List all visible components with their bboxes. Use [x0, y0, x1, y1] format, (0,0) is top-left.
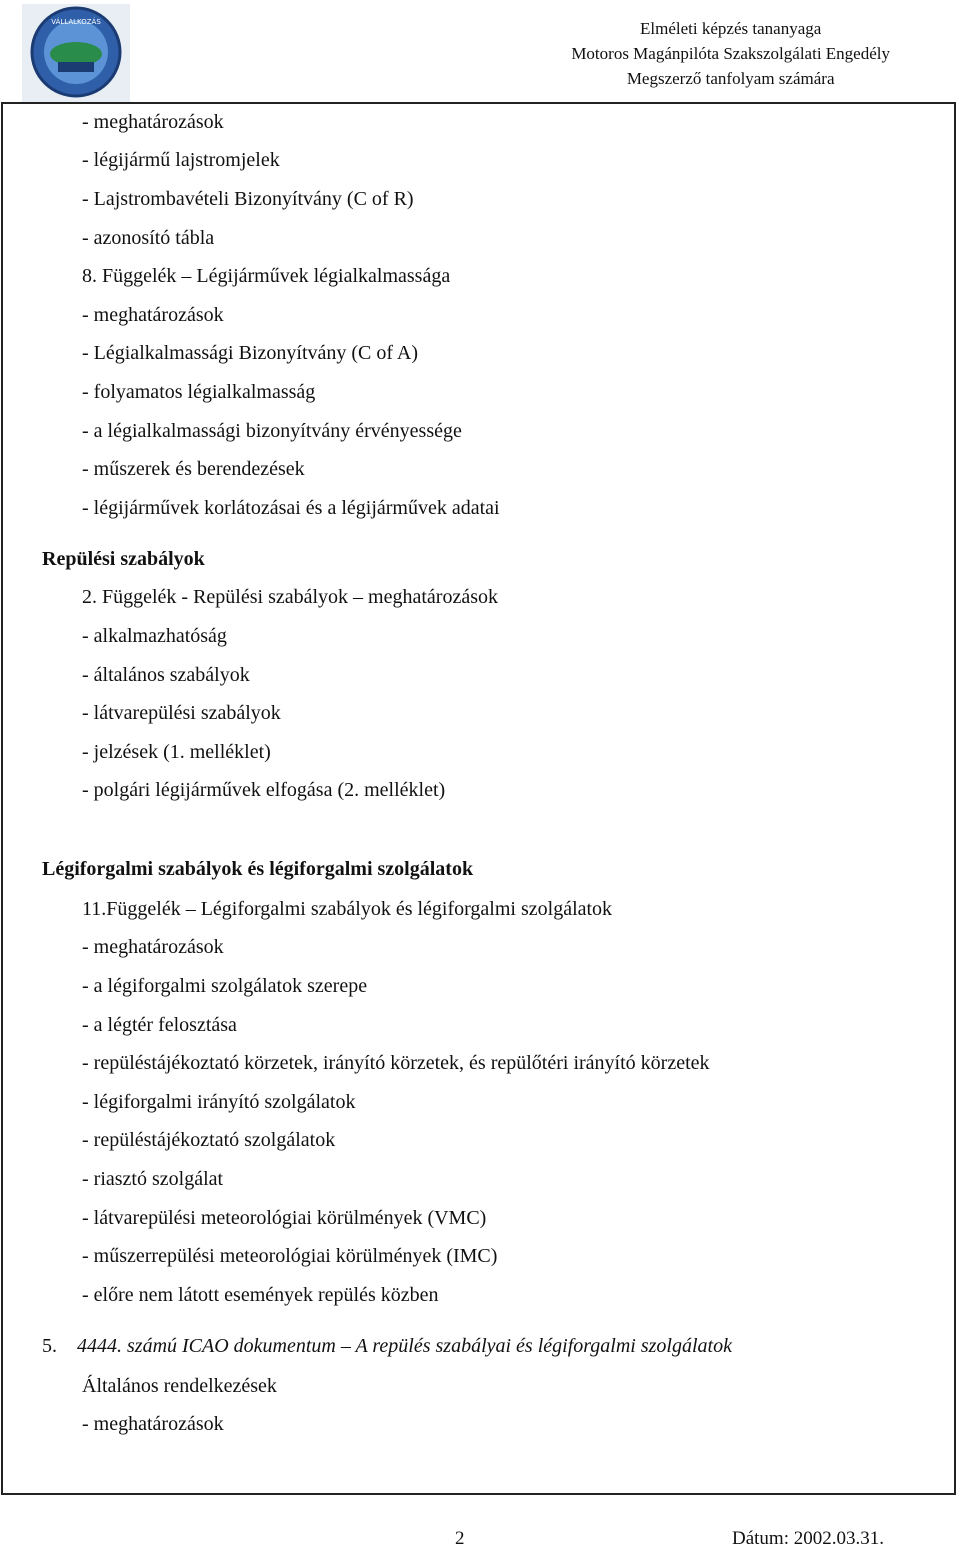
list-item: - a légiforgalmi szolgálatok szerepe — [82, 975, 368, 997]
list-item: - azonosító tábla — [82, 227, 215, 249]
list-item: - repüléstájékoztató szolgálatok — [82, 1129, 336, 1151]
page-number: 2 — [455, 1528, 465, 1549]
header-line-3: Megszerző tanfolyam számára — [626, 69, 835, 88]
list-item: - repüléstájékoztató körzetek, irányító körzetek, és repülőtéri irányító körzetek — [82, 1052, 710, 1074]
document-header — [571, 16, 890, 91]
section-title: 4444. számú ICAO dokumentum – A repülés szabályai és légiforgalmi szolgálatok — [77, 1335, 732, 1357]
list-item: - látvarepülési szabályok — [82, 702, 281, 724]
header-line-2: Motoros Magánpilóta Szakszolgálati Engedély — [571, 44, 890, 63]
list-item: - műszerek és berendezések — [82, 458, 305, 480]
list-item: - riasztó szolgálat — [82, 1168, 224, 1190]
document-date: Dátum: 2002.03.31. — [732, 1528, 884, 1549]
list-item: - alkalmazhatóság — [82, 625, 227, 647]
list-item: - folyamatos légialkalmasság — [82, 381, 316, 403]
list-item: - meghatározások — [82, 304, 224, 326]
list-item: - műszerrepülési meteorológiai körülmények (IMC) — [82, 1245, 498, 1267]
appendix-title: 2. Függelék - Repülési szabályok – meghatározások — [82, 586, 498, 608]
list-item: - általános szabályok — [82, 664, 250, 686]
list-item: Általános rendelkezések — [82, 1375, 277, 1397]
list-item: - légijárművek korlátozásai és a légijárművek adatai — [82, 497, 500, 519]
section-number: 5. — [42, 1335, 57, 1357]
logo — [22, 4, 130, 104]
header-line-1: Elméleti képzés tananyaga — [640, 19, 822, 38]
list-item: - előre nem látott események repülés közben — [82, 1284, 439, 1306]
list-item: - Légialkalmassági Bizonyítvány (C of A) — [82, 342, 419, 364]
list-item: - Lajstrombavételi Bizonyítvány (C of R) — [82, 188, 414, 210]
list-item: - a légialkalmassági bizonyítvány érvényessége — [82, 420, 462, 442]
list-item: - a légtér felosztása — [82, 1014, 237, 1036]
list-item: - jelzések (1. melléklet) — [82, 741, 271, 763]
logo-text: VÁLLALKOZÁS — [51, 18, 101, 26]
list-item: - meghatározások — [82, 936, 224, 958]
appendix-title: 11.Függelék – Légiforgalmi szabályok és légiforgalmi szolgálatok — [82, 898, 613, 920]
section-heading: Repülési szabályok — [42, 548, 205, 570]
list-item: - polgári légijárművek elfogása (2. melléklet) — [82, 779, 446, 801]
list-item: - meghatározások — [82, 111, 224, 133]
list-item: - légijármű lajstromjelek — [82, 149, 280, 171]
section-heading: Légiforgalmi szabályok és légiforgalmi szolgálatok — [42, 858, 474, 880]
appendix-title: 8. Függelék – Légijárművek légialkalmassága — [82, 265, 451, 287]
list-item: - látvarepülési meteorológiai körülmények (VMC) — [82, 1207, 487, 1229]
list-item: - meghatározások — [82, 1413, 224, 1435]
list-item: - légiforgalmi irányító szolgálatok — [82, 1091, 356, 1113]
